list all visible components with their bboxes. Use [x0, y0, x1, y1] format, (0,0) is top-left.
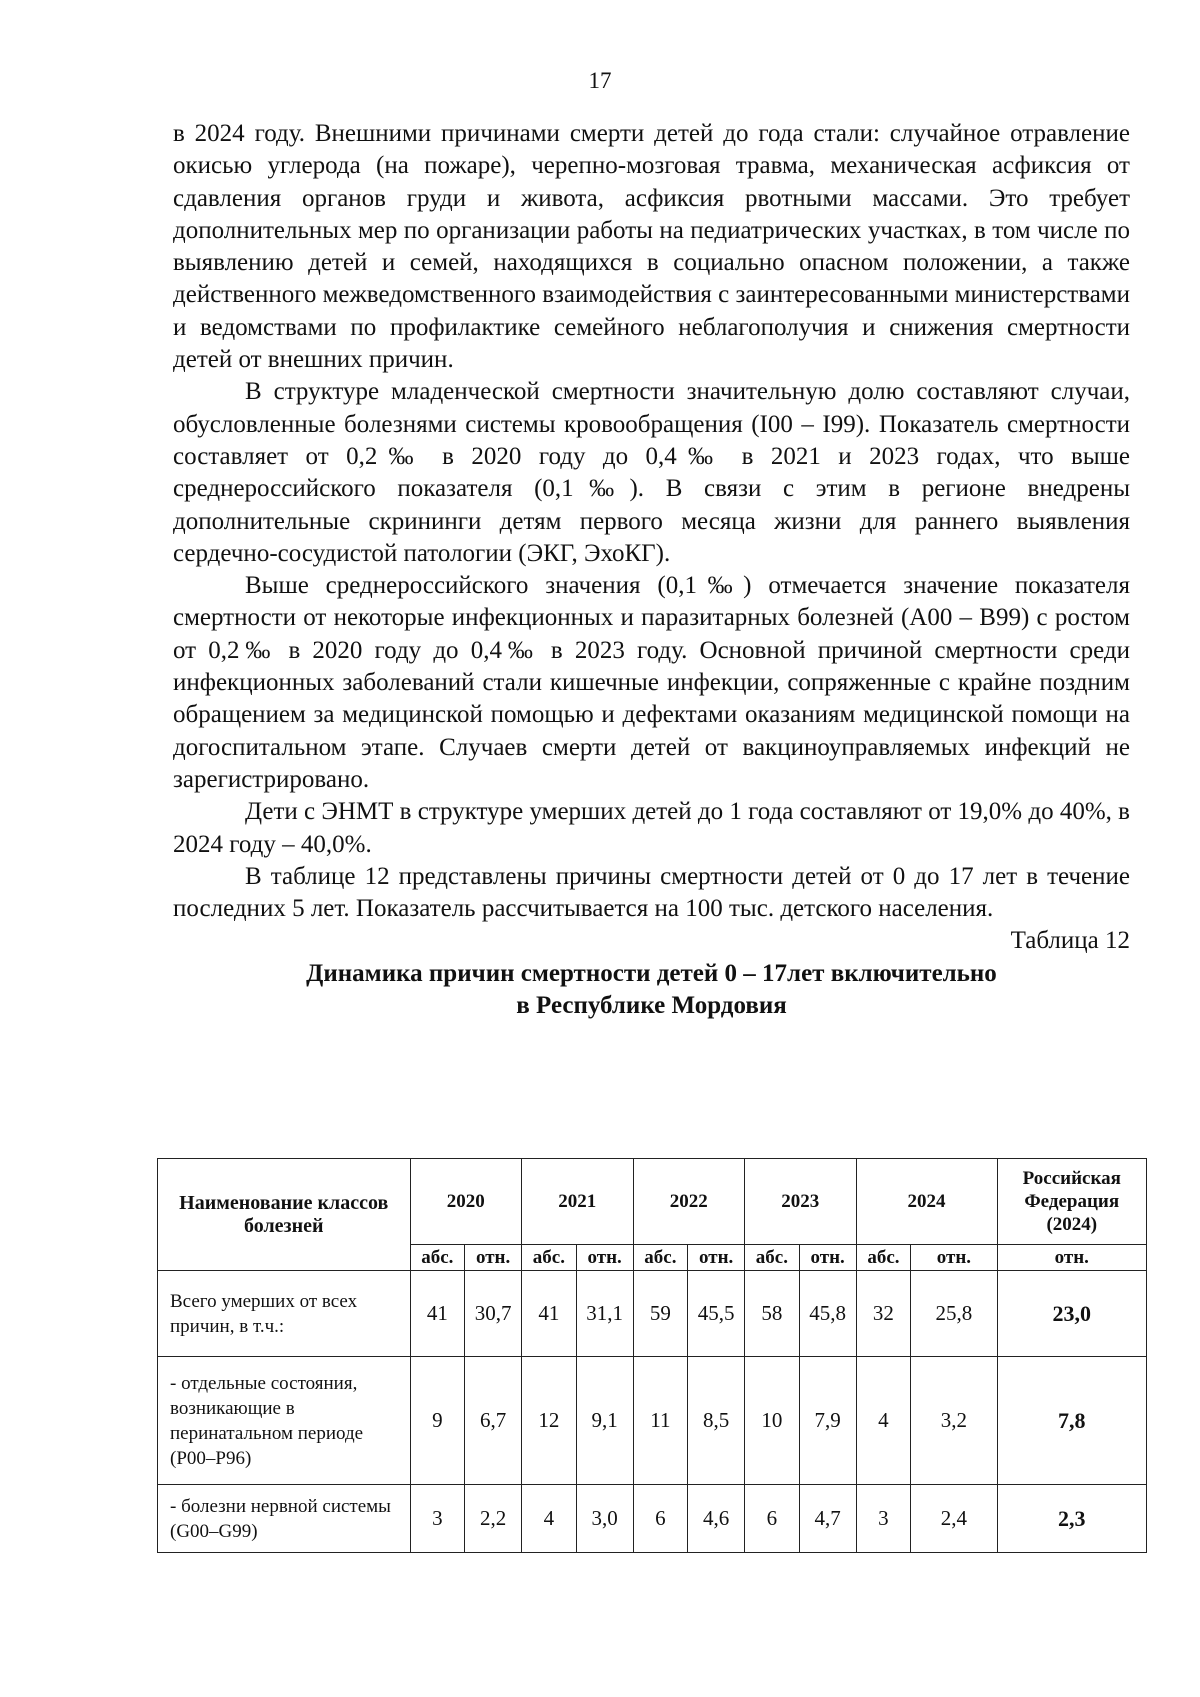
header-year: 2021 [522, 1159, 634, 1245]
header-rel: отн. [911, 1245, 997, 1271]
cell-abs: 3 [410, 1485, 465, 1553]
cell-abs: 58 [745, 1271, 800, 1357]
cell-rel: 2,2 [465, 1485, 522, 1553]
page-number: 17 [588, 68, 612, 93]
disease-class-name: - отдельные состояния, возникающие в перинатальном периоде (P00–P96) [158, 1357, 411, 1485]
cell-abs: 12 [522, 1357, 577, 1485]
cell-rel: 8,5 [688, 1357, 745, 1485]
disease-class-name: - болезни нервной системы (G00–G99) [158, 1485, 411, 1553]
header-rel: отн. [688, 1245, 745, 1271]
header-rf-rel: отн. [997, 1245, 1146, 1271]
cell-abs: 4 [856, 1357, 911, 1485]
header-abs: абс. [745, 1245, 800, 1271]
header-rel: отн. [465, 1245, 522, 1271]
header-year: 2020 [410, 1159, 522, 1245]
cell-rel: 2,4 [911, 1485, 997, 1553]
cell-abs: 59 [633, 1271, 688, 1357]
cell-rel: 30,7 [465, 1271, 522, 1357]
cell-rel: 31,1 [576, 1271, 633, 1357]
header-abs: абс. [522, 1245, 577, 1271]
cell-abs: 10 [745, 1357, 800, 1485]
paragraph: в 2024 году. Внешними причинами смерти детей до года стали: случайное отравление окисью углерода (на пожаре), черепно-мозговая травма, механическая асфиксия от сдавления органов груди и живота, асфиксия рвотными массами. Это требует дополнительных мер по организации работы на педиатрических участках, в том числе по выявлению детей и семей, находящихся в социально опасном положении, а также действенного межведомственного взаимодействия с заинтересованными министерствами и ведомствами по профилактике семейного неблагополучия и снижения смертности детей от внешних причин. [173, 120, 1130, 374]
cell-rel: 7,9 [799, 1357, 856, 1485]
paragraph: В структуре младенческой смертности значительную долю составляют случаи, обусловленные болезнями системы кровообращения (I00 – I99). Показатель смертности составляет от 0,2‰ в 2020 году до 0,4‰ в 2021 и 2023 годах, что выше среднероссийского показателя (0,1‰). В связи с этим в регионе внедрены дополнительные скрининги детям первого месяца жизни для раннего выявления сердечно-сосудистой патологии (ЭКГ, ЭхоКГ). [173, 378, 1130, 567]
header-abs: абс. [856, 1245, 911, 1271]
cell-rel: 45,8 [799, 1271, 856, 1357]
cell-rel: 4,6 [688, 1485, 745, 1553]
table-row [158, 1485, 1147, 1553]
header-abs: абс. [633, 1245, 688, 1271]
cell-rel: 6,7 [465, 1357, 522, 1485]
disease-class-name: Всего умерших от всех причин, в т.ч.: [158, 1271, 411, 1357]
header-abs: абс. [410, 1245, 465, 1271]
header-year: 2024 [856, 1159, 997, 1245]
cell-rf: 7,8 [997, 1357, 1146, 1485]
table-title-line: Динамика причин смертности детей 0 – 17лет включительно [306, 959, 997, 987]
header-year: 2023 [745, 1159, 857, 1245]
table-row [158, 1271, 1147, 1357]
cell-abs: 6 [633, 1485, 688, 1553]
header-disease-class: Наименование классов болезней [158, 1159, 411, 1271]
cell-abs: 11 [633, 1357, 688, 1485]
table-title-line: в Республике Мордовия [516, 991, 787, 1019]
mortality-table [157, 1158, 1147, 1553]
cell-rel: 25,8 [911, 1271, 997, 1357]
cell-abs: 41 [410, 1271, 465, 1357]
cell-abs: 6 [745, 1485, 800, 1553]
cell-rel: 3,2 [911, 1357, 997, 1485]
paragraph: В таблице 12 представлены причины смертности детей от 0 до 17 лет в течение последних 5 лет. Показатель рассчитывается на 100 тыс. детского населения. [173, 862, 1130, 923]
cell-abs: 9 [410, 1357, 465, 1485]
header-rel: отн. [799, 1245, 856, 1271]
table-label: Таблица 12 [1010, 927, 1130, 955]
cell-abs: 41 [522, 1271, 577, 1357]
cell-rel: 4,7 [799, 1485, 856, 1553]
paragraph: Дети с ЭНМТ в структуре умерших детей до 1 года составляют от 19,0% до 40%, в 2024 году – 40,0%. [173, 798, 1130, 858]
table-title [173, 958, 1130, 1022]
cell-rf: 2,3 [997, 1485, 1146, 1553]
cell-abs: 3 [856, 1485, 911, 1553]
body-text [173, 118, 1130, 1022]
header-russian-federation: Российская Федерация (2024) [997, 1159, 1146, 1245]
paragraph: Выше среднероссийского значения (0,1‰) отмечается значение показателя смертности от некоторые инфекционных и паразитарных болезней (A00 – B99) с ростом от 0,2‰ в 2020 году до 0,4‰ в 2023 году. Основной причиной смертности среди инфекционных заболеваний стали кишечные инфекции, сопряженные с крайне поздним обращением за медицинской помощью и дефектами оказаниям медицинской помощи на догоспитальном этапе. Случаев смерти детей от вакциноуправляемых инфекций не зарегистрировано. [173, 572, 1130, 793]
cell-abs: 4 [522, 1485, 577, 1553]
table-row [158, 1357, 1147, 1485]
header-year: 2022 [633, 1159, 745, 1245]
cell-rel: 45,5 [688, 1271, 745, 1357]
cell-rf: 23,0 [997, 1271, 1146, 1357]
cell-rel: 3,0 [576, 1485, 633, 1553]
header-rel: отн. [576, 1245, 633, 1271]
cell-rel: 9,1 [576, 1357, 633, 1485]
cell-abs: 32 [856, 1271, 911, 1357]
